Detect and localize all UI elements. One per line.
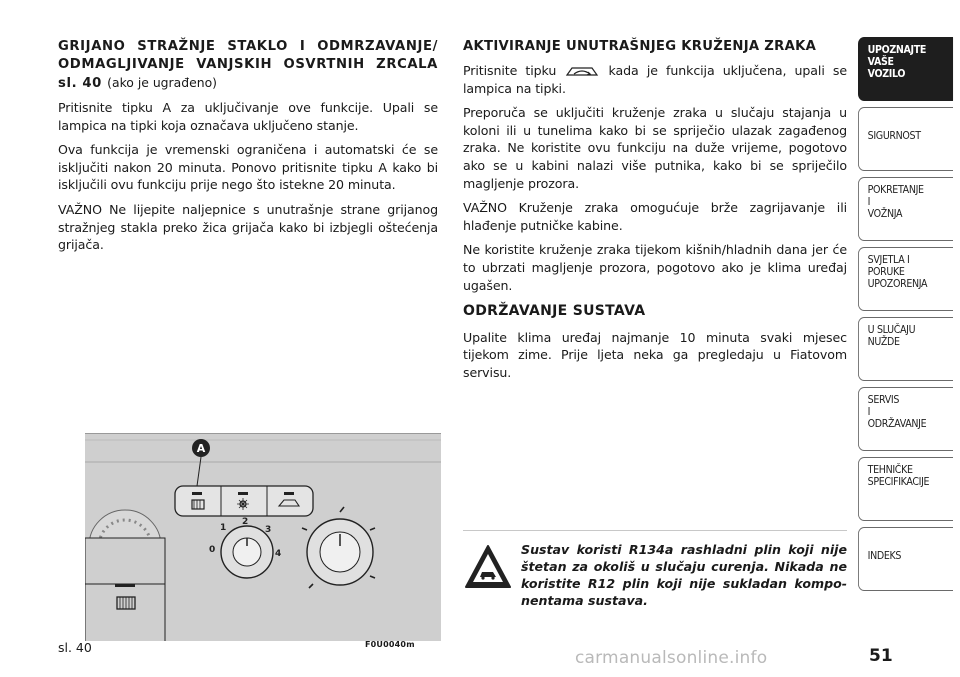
fan-speed-4: 4 [275, 549, 282, 559]
paragraph: VAŽNO Kruženje zraka omogućuje brže zagrijavanje ili hlađenje putničke kabine. [463, 200, 847, 233]
section-heading-rear-window [58, 38, 438, 93]
chapter-tab-label: UPOZORENJA [867, 277, 928, 291]
section-heading-maintenance: ODRŽAVANJE SUSTAVA [463, 303, 646, 320]
chapter-tabs [858, 37, 953, 597]
chapter-tab-label: SERVIS [867, 393, 900, 406]
watermark: carmanualsonline.info [575, 648, 768, 668]
page-number: 51 [869, 646, 893, 666]
chapter-tab-label: SIGURNOST [867, 129, 921, 142]
paragraph: Preporuča se uključiti kruženje zraka u slučaju stajanja u koloni ili u tunelima kako bi se spriječio ulazak zagađenog zraka. Ne koristite ovu funkciju na duže vrijeme, pogotovo ako se u kabini nalazi više putnika, kako bi se spriječilo magljenje prozora. [463, 105, 847, 191]
chapter-tab-label: VOŽNJA [867, 207, 903, 221]
chapter-tab[interactable] [858, 387, 953, 451]
fan-speed-0: 0 [209, 545, 216, 555]
paragraph: Pritisnite tipku A za uključivanje ove funkcije. Upali se lampica na tipki koja označava uključeno stanje. [58, 100, 438, 133]
heading-text: GRIJANO STRAŽNJE STAKLO I ODMRZAVANJE/ ODMAGLJIVANJE VANJSKIH OSVRTNIH ZRCALA sl. 40 [58, 39, 438, 91]
right-column [463, 38, 847, 389]
climate-panel-illustration [85, 434, 441, 641]
chapter-tab-label: ODRŽAVANJE [867, 417, 927, 431]
chapter-tab[interactable] [858, 457, 953, 521]
chapter-tab-label: PORUKE [867, 265, 905, 279]
chapter-tab-label: SPECIFIKACIJE [867, 475, 930, 489]
chapter-tab-label: I [867, 405, 871, 419]
chapter-tab[interactable] [858, 107, 953, 171]
chapter-tab[interactable] [858, 37, 953, 101]
chapter-tab[interactable] [858, 177, 953, 241]
paragraph: Ova funkcija je vremenski ograničena i automatski će se isključiti nakon 20 minuta. Ponovo pritisnite tipku A kako bi isključili ovu funkciju prije nego što istekne 20 minuta. [58, 142, 438, 193]
rear-defrost-icon [117, 597, 135, 609]
fan-speed-1: 1 [220, 523, 227, 533]
chapter-tab-label: POKRETANJE [867, 183, 924, 196]
figure-climate-panel [85, 433, 441, 641]
section-heading-recirculation: AKTIVIRANJE UNUTRAŠNJEG KRUŽENJA ZRAKA [463, 39, 817, 54]
chapter-tab-label: VAŠE [867, 55, 894, 69]
chapter-tab[interactable] [858, 527, 953, 591]
fan-speed-3: 3 [265, 525, 272, 535]
paragraph-recirculation-button [463, 62, 847, 97]
paragraph-maintenance: Upalite klima uređaj najmanje 10 minuta svaki mjesec tijekom zime. Prije ljeta neka ga pregledaju u Fiatovom servisu. [463, 329, 847, 380]
paragraph-text-before-icon: Pritisnite tipku [463, 63, 557, 78]
chapter-tab-label: VOZILO [867, 67, 906, 81]
paragraph-text-after-icon: kada je funkcija uključena, upali se lampica na tipki. [463, 63, 847, 96]
figure-label: sl. 40 [58, 640, 92, 655]
chapter-tab-label: I [867, 195, 871, 209]
chapter-tab-label: TEHNIČKE [867, 463, 913, 476]
warning-box [463, 530, 847, 609]
chapter-tab-label: INDEKS [867, 549, 902, 562]
callout-label: A [196, 442, 206, 455]
chapter-tab-label: UPOZNAJTE [867, 43, 926, 56]
chapter-tab-label: SVJETLA I [867, 253, 910, 266]
paragraph: Ne koristite kruženje zraka tijekom kišnih/hladnih dana jer će to ubrzati magljenje prozora, pogotovo ako je klima uređaj ugašen. [463, 242, 847, 293]
paragraph: VAŽNO Ne lijepite naljepnice s unutrašnje strane grijanog stražnjeg stakla preko žica grijača kako bi izbjegli oštećenja grijača. [58, 201, 438, 253]
chapter-tab-label: NUŽDE [867, 335, 900, 349]
figure-code: F0U0040m [365, 640, 415, 649]
heading-suffix: (ako je ugrađeno) [107, 75, 217, 90]
chapter-tab[interactable] [858, 247, 953, 311]
left-column [58, 38, 438, 261]
warning-text: Sustav koristi R134a rashladni plin koji nije štetan za okoliš u slučaju curenja. Nikada ne koristite R12 plin koji nije sukladan kompo-nentama sustava. [521, 542, 847, 608]
chapter-tab-label: U SLUČAJU [867, 323, 916, 336]
warning-triangle-icon [463, 543, 513, 591]
chapter-tab[interactable] [858, 317, 953, 381]
fan-speed-2: 2 [242, 517, 249, 527]
recirculation-icon [564, 65, 600, 79]
